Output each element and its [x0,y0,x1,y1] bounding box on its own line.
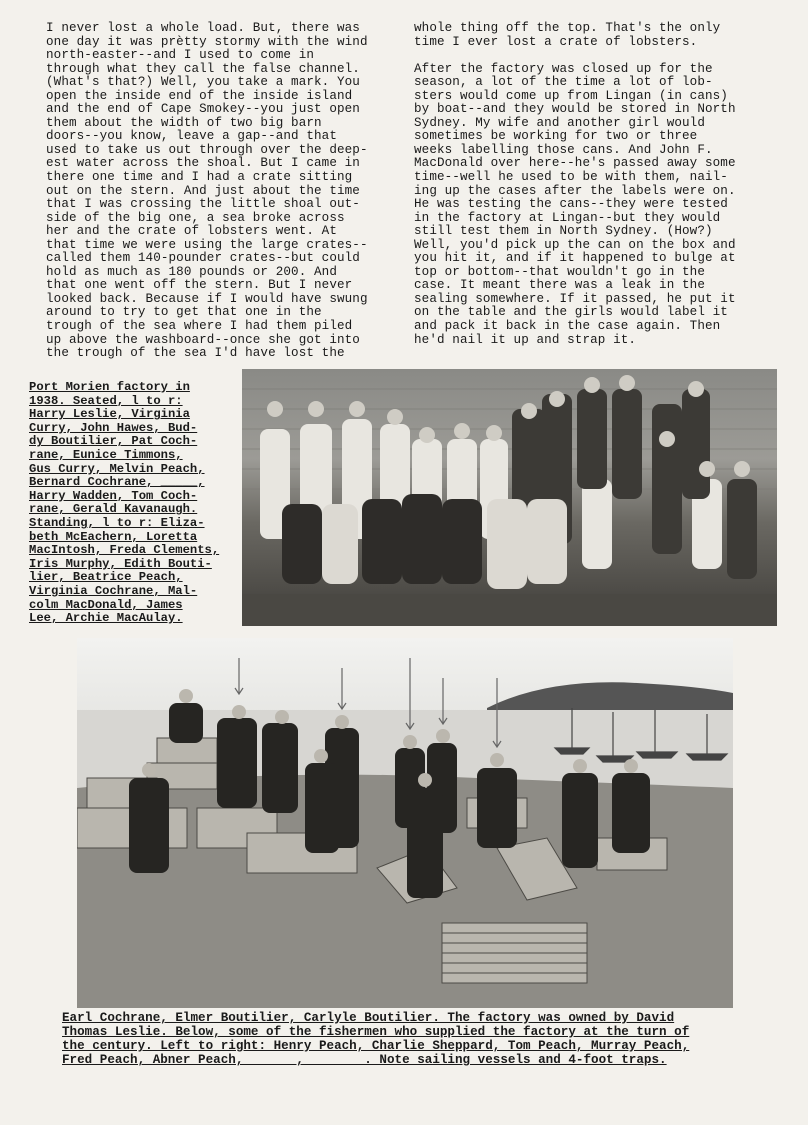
fishermen-photo [77,638,733,1008]
bottom-photo-caption: Earl Cochrane, Elmer Boutilier, Carlyle Boutilier. The factory was owned by David Thomas Leslie. Below, some of the fishermen who supplied the factory at the turn of the century. Left to right: Henry Peach, Charlie Sheppard, Tom Peach, Murray Peach, Fred Peach, Abner Peach, ______, _______. Note sailing vessels and 4-foot traps. [62,1011,690,1068]
factory-photo-caption: Port Morien factory in 1938. Seated, l to r: Harry Leslie, Virginia Curry, John Hawes, Bud- dy Boutilier, Pat Coch- rane, Eunice Timmons, Gus Curry, Melvin Peach, Bernard Cochrane, _____, Harry Wadden, Tom Coch- rane, Gerald Kavanaugh. Standing, l to r: Eliza- beth McEachern, Loretta MacIntosh, Freda Clements, Iris Murphy, Edith Bouti- lier, Beatrice Peach, Virginia Cochrane, Mal- colm MacDonald, James Lee, Archie MacAulay. [29,380,220,626]
left-text-column: I never lost a whole load. But, there was one day it was prètty stormy with the wind north-easter--and I used to come in through what they call the false channel. (What's that?) Well, you take a mark. You open the inside end of the inside island and the end of Cape Smokey--you just open them about the width of two big barn doors--you know, leave a gap--and that used to take us out through over the deep- est water across the shoal. But I came in there one time and I had a crate sitting out on the stern. And just about the time that I was crossing the little shoal out- side of the big one, a sea broke across her and the crate of lobsters went. At that time we were using the large crates-- called them 140-pounder crates--but could hold as much as 180 pounds or 200. And that one went off the stern. But I never looked back. Because if I would have swung around to try to get that one in the trough of the sea where I had them piled up above the washboard--once she got into the trough of the sea I'd have lost the [46,21,368,361]
factory-workers-photo [242,369,777,626]
right-text-column: whole thing off the top. That's the only time I ever lost a crate of lobsters. After the factory was closed up for the season, a lot of the time a lot of lob- sters would come up from Lingan (in cans) by boat--and they would be stored in North Sydney. My wife and another girl would sometimes be working for two or three weeks labelling those cans. And John F. MacDonald over here--he's passed away some time--well he used to be with them, nail- ing up the cases after the labels were on. He was testing the cans--they were tested in the factory at Lingan--but they would still test them in North Sydney. (How?) Well, you'd pick up the can on the box and you hit it, and if it happened to bulge at top or bottom--that wouldn't go in the case. It meant there was a leak in the sealing somewhere. If it passed, he put it on the table and the girls would label it and pack it back in the case again. Then he'd nail it up and strap it. [414,21,736,347]
